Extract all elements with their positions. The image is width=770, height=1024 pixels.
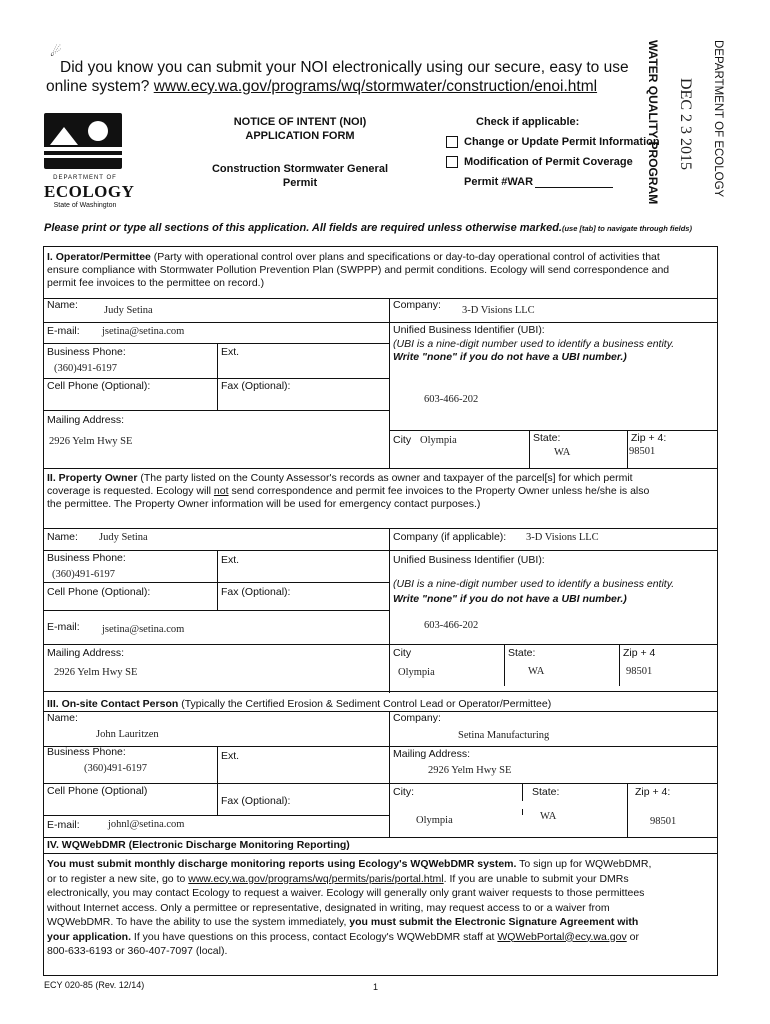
contact-zip[interactable]: 98501: [650, 816, 677, 827]
received-stamp-dept: DEPARTMENT OF ECOLOGY: [712, 40, 724, 198]
section-1-heading: I. Operator/Permittee (Party with operational control over plans and specifications or day-to-day operational control of activities that ensure compliance with Stormwater Pollution Prevention Plan (SWPPP) and permit conditions. Ecology will send correspondence and permit fee invoices to the permittee on record.): [47, 251, 670, 289]
wqwebportal-email-link[interactable]: WQWebPortal@ecy.wa.gov: [497, 930, 627, 943]
owner-state[interactable]: WA: [528, 666, 545, 677]
form-title: NOTICE OF INTENT (NOI) APPLICATION FORM: [233, 116, 367, 142]
contact-email[interactable]: johnl@setina.com: [108, 819, 185, 830]
promo-text: Did you know you can submit your NOI electronically using our secure, easy to use online system? www.ecy.wa.gov/programs/wq/stormwater/construction/enoi.html: [46, 59, 629, 95]
owner-zip[interactable]: 98501: [626, 666, 653, 677]
section-4-body: You must submit monthly discharge monitoring reports using Ecology's WQWebDMR system. To sign up for WQWebDMR, or to register a new site, go to www.ecy.wa.gov/programs/wq/permits/paris/portal.html. If you are unable to submit your DMRs electronically, you may contact Ecology to request a waiver. Ecology will generally only grant waiver requests to those permittees without Internet access. Only a permittee or representative, designated in writing, may request access to or a waiver from WQWebDMR. To have the ability to use the system immediately, you must submit the Electronic Signature Agreement with your application. If you have questions on this process, contact Ecology's WQWebDMR staff at WQWebPortal@ecy.wa.gov or 800-633-6193 or 360-407-7097 (local).: [47, 858, 652, 957]
wqwebdmr-portal-link[interactable]: www.ecy.wa.gov/programs/wq/permits/paris/portal.html: [188, 872, 444, 885]
lightbulb-icon: ☄: [50, 44, 62, 59]
operator-email[interactable]: jsetina@setina.com: [102, 326, 185, 337]
section-4-heading: IV. WQWebDMR (Electronic Discharge Monitoring Reporting): [47, 839, 350, 851]
operator-state[interactable]: WA: [554, 447, 571, 458]
noi-form: I. Operator/Permittee (Party with operational control over plans and specifications or day-to-day operational control of activities that ensure compliance with Stormwater Pollution Prevention Plan (SWPPP) and permit conditions. Ecology will send correspondence and permit fee invoices to the permittee on record.) Name: Judy Setina Company: 3-D Visions LLC E-mail: jsetina@setina.com Unified Business Identifier (UBI): (UBI is a nine-digit number used to identify a business entity. Write "none" if you do not have a UBI number.) 603-466-202 Business Phone: Ext. (360)491-6197 Cell Phone (Optional): Fax (Optional): Mailing Address: 2926 Yelm Hwy SE City Olympia State: WA Zip + 4: 98501 II. Property Owner (The party listed on the County Assessor's records as owner and taxpayer of the parcel[s] for which permit coverage is requested. Ecology will not send correspondence and permit fee invoices to the Property Owner unless he/she is also the permittee. The Property Owner information will be used for emergency contact purposes.) Name: Judy Setina Company (if applicable): 3-D Visions LLC Business Phone: Ext. (360)491-6197 Unified Business Identifier (UBI): (UBI is a nine-digit number used to identify a business entity. Write "none" if you do not have a UBI number.) Cell Phone (Optional): Fax (Optional): E-mail: jsetina@setina.com 603-466-202 Mailing Address: 2926 Yelm Hwy SE City Olympia State: WA Zip + 4 98501 III. On-site Contact Person (Typically the Certified Erosion & Sediment Control Lead or Operator/Permittee) Name: John Lauritzen Company: Setina Manufacturing Business Phone: Ext. (360)491-6197 Mailing Address: 2926 Yelm Hwy SE Cell Phone (Optional) Fax (Optional): City: Olympia State: WA Zip + 4: 98501 E-mail: johnl@setina.com IV. WQWebDMR (Electronic Discharge Monitoring Reporting) You must submit monthly discharge monitoring reports using Ecology's WQWebDMR system. To sign up for WQWebDMR, or to register a new site, go to www.ecy.wa.gov/programs/wq/permits/paris/portal.html. If you are unable to submit your DMRs electronically, you may contact Ecology to request a waiver. Ecology will generally only grant waiver requests to those permittees without Internet access. Only a permittee or representative, designated in writing, may request access to or a waiver from WQWebDMR. To have the ability to use the system immediately, you must submit the Electronic Signature Agreement with your application. If you have questions on this process, contact Ecology's WQWebDMR staff at WQWebPortal@ecy.wa.gov or 800-633-6193 or 360-407-7097 (local).: [43, 246, 718, 976]
owner-company[interactable]: 3-D Visions LLC: [526, 532, 599, 543]
operator-business-phone[interactable]: (360)491-6197: [54, 363, 117, 374]
section-3-heading: III. On-site Contact Person (Typically the Certified Erosion & Sediment Control Lead or Operator/Permittee): [47, 698, 552, 710]
permit-number-field[interactable]: [535, 177, 613, 188]
owner-mailing-address[interactable]: 2926 Yelm Hwy SE: [54, 667, 138, 678]
owner-email[interactable]: jsetina@setina.com: [102, 624, 185, 635]
contact-mailing-address[interactable]: 2926 Yelm Hwy SE: [428, 765, 512, 776]
modification-checkbox[interactable]: [446, 156, 458, 168]
instructions: Please print or type all sections of this application. All fields are required unless otherwise marked.(use [tab] to navigate through fields): [44, 222, 692, 234]
contact-company[interactable]: Setina Manufacturing: [458, 730, 550, 741]
owner-city[interactable]: Olympia: [398, 667, 435, 678]
section-2-heading: II. Property Owner (The party listed on the County Assessor's records as owner and taxpayer of the parcel[s] for which permit coverage is requested. Ecology will not send correspondence and permit fee invoices to the Property Owner unless he/she is also the permittee. The Property Owner information will be used for emergency contact purposes.): [47, 472, 650, 510]
form-id: ECY 020-85 (Rev. 12/14): [44, 980, 145, 990]
page-number: 1: [373, 982, 379, 992]
owner-ubi[interactable]: 603-466-202: [424, 620, 479, 631]
form-subtitle: Construction Stormwater General Permit: [211, 163, 389, 189]
owner-name[interactable]: Judy Setina: [99, 532, 148, 543]
contact-city[interactable]: Olympia: [416, 815, 453, 826]
received-stamp-date: DEC 2 3 2015: [677, 78, 694, 170]
operator-mailing-address[interactable]: 2926 Yelm Hwy SE: [49, 436, 133, 447]
ecology-logo: DEPARTMENT OF ECOLOGY State of Washington: [44, 113, 126, 209]
contact-name[interactable]: John Lauritzen: [96, 729, 159, 740]
contact-state[interactable]: WA: [540, 811, 557, 822]
operator-name[interactable]: Judy Setina: [104, 305, 153, 316]
logo-mark-icon: [44, 113, 122, 169]
operator-zip[interactable]: 98501: [629, 446, 656, 457]
operator-company[interactable]: 3-D Visions LLC: [462, 305, 535, 316]
operator-city[interactable]: Olympia: [420, 435, 457, 446]
contact-business-phone[interactable]: (360)491-6197: [84, 763, 147, 774]
owner-business-phone[interactable]: (360)491-6197: [52, 569, 115, 580]
applicable-checks: Check if applicable: Change or Update Permit Information Modification of Permit Coverage Permit #WAR: [446, 112, 660, 192]
operator-ubi[interactable]: 603-466-202: [424, 394, 479, 405]
change-permit-checkbox[interactable]: [446, 136, 458, 148]
received-stamp-program: WATER QUALITY PROGRAM: [646, 40, 660, 205]
enoi-link[interactable]: www.ecy.wa.gov/programs/wq/stormwater/construction/enoi.html: [153, 78, 598, 95]
